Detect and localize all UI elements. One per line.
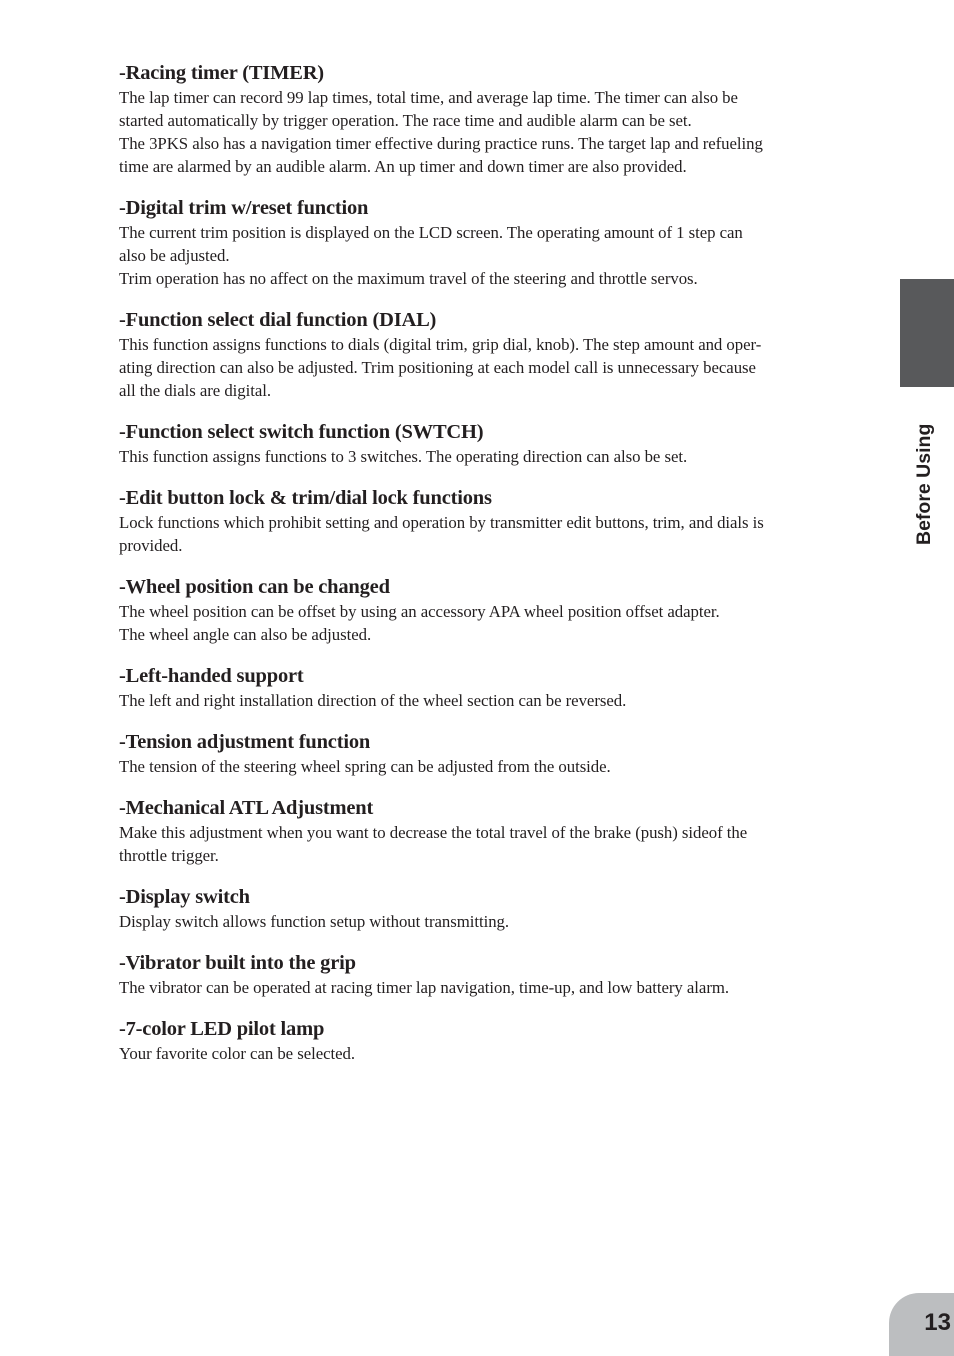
- section-line: Make this adjustment when you want to decrease the total travel of the brake (push) sideof the: [119, 823, 748, 842]
- section-line: ating direction can also be adjusted. Trim positioning at each model call is unnecessary because: [119, 358, 756, 377]
- section-edit-lock: [119, 485, 831, 557]
- document-body: [119, 60, 831, 1082]
- page-number: 13: [924, 1309, 951, 1336]
- section-line: throttle trigger.: [119, 846, 219, 865]
- page-number-tab: [889, 1293, 954, 1356]
- section-left-handed: [119, 663, 831, 712]
- section-line: The wheel angle can also be adjusted.: [119, 625, 372, 644]
- section-line: This function assigns functions to 3 switches. The operating direction can also be set.: [119, 447, 688, 466]
- section-heading: -Mechanical ATL Adjustment: [119, 797, 374, 819]
- section-heading: -7-color LED pilot lamp: [119, 1018, 325, 1040]
- section-heading: -Edit button lock & trim/dial lock functions: [119, 487, 492, 509]
- section-heading: -Racing timer (TIMER): [119, 62, 324, 84]
- section-line: The current trim position is displayed on the LCD screen. The operating amount of 1 step can: [119, 223, 743, 242]
- section-line: time are alarmed by an audible alarm. An up timer and down timer are also provided.: [119, 157, 687, 176]
- section-line: all the dials are digital.: [119, 381, 272, 400]
- section-digital-trim: [119, 195, 831, 290]
- section-heading: -Vibrator built into the grip: [119, 952, 356, 974]
- section-line: started automatically by trigger operation. The race time and audible alarm can be set.: [119, 111, 692, 130]
- chapter-label: Before Using: [913, 423, 935, 545]
- section-mechanical-atl: [119, 795, 831, 867]
- section-line: The left and right installation direction of the wheel section can be reversed.: [119, 691, 627, 710]
- section-heading: -Function select switch function (SWTCH): [119, 421, 484, 443]
- section-line: The tension of the steering wheel spring can be adjusted from the outside.: [119, 757, 611, 776]
- section-heading: -Digital trim w/reset function: [119, 197, 369, 219]
- section-racing-timer: [119, 60, 831, 178]
- section-function-dial: [119, 307, 831, 402]
- section-vibrator: [119, 950, 831, 999]
- section-heading: -Wheel position can be changed: [119, 576, 390, 598]
- section-line: Your favorite color can be selected.: [119, 1044, 356, 1063]
- chapter-tab-marker: [900, 279, 954, 387]
- section-display-switch: [119, 884, 831, 933]
- section-function-switch: [119, 419, 831, 468]
- section-wheel-position: [119, 574, 831, 646]
- section-line: The lap timer can record 99 lap times, total time, and average lap time. The timer can also be: [119, 88, 738, 107]
- section-line: This function assigns functions to dials (digital trim, grip dial, knob). The step amount and oper-: [119, 335, 762, 354]
- section-line: Trim operation has no affect on the maximum travel of the steering and throttle servos.: [119, 269, 698, 288]
- section-line: The 3PKS also has a navigation timer effective during practice runs. The target lap and refueling: [119, 134, 763, 153]
- section-heading: -Function select dial function (DIAL): [119, 309, 437, 331]
- section-line: provided.: [119, 536, 183, 555]
- section-heading: -Left-handed support: [119, 665, 304, 687]
- section-line: also be adjusted.: [119, 246, 230, 265]
- section-heading: -Tension adjustment function: [119, 731, 371, 753]
- section-line: The wheel position can be offset by using an accessory APA wheel position offset adapter.: [119, 602, 720, 621]
- section-line: Lock functions which prohibit setting and operation by transmitter edit buttons, trim, and dials is: [119, 513, 764, 532]
- section-tension-adjustment: [119, 729, 831, 778]
- section-heading: -Display switch: [119, 886, 250, 908]
- section-line: The vibrator can be operated at racing timer lap navigation, time-up, and low battery alarm.: [119, 978, 730, 997]
- section-line: Display switch allows function setup without transmitting.: [119, 912, 510, 931]
- section-led-lamp: [119, 1016, 831, 1065]
